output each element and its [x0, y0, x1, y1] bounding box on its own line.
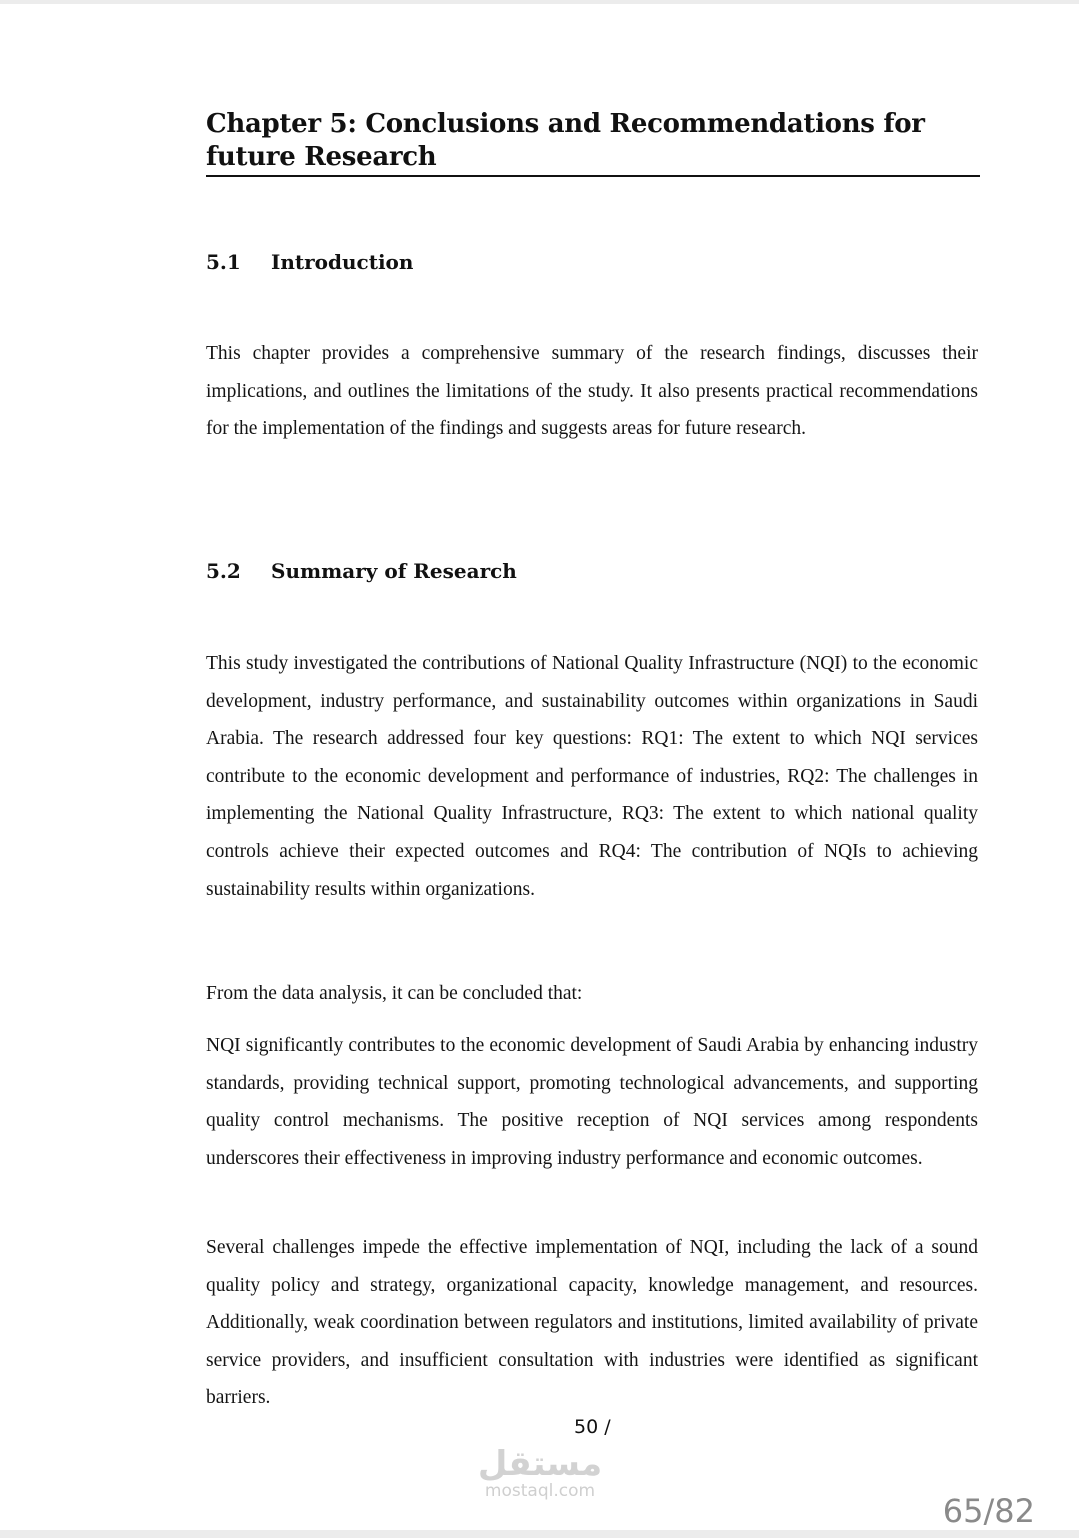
- summary-paragraph-challenges: Several challenges impede the effective implementation of NQI, including the lack of a sound quality policy and strategy, organizational capacity, knowledge management, and resources. Additionally, weak coordination between regulators and institutions, limited availability of private service providers, and insufficient consultation with industries were identified as significant barriers.: [206, 1237, 978, 1408]
- summary-paragraph-nqi-contribution: NQI significantly contributes to the economic development of Saudi Arabia by enhancing industry standards, providing technical support, promoting technological advancements, and supporting quality control mechanisms. The positive reception of NQI services among respondents underscores their effectiveness in improving industry performance and economic outcomes.: [206, 1035, 978, 1169]
- page-number: 50 /: [574, 1416, 611, 1438]
- summary-paragraph-study: This study investigated the contributions of National Quality Infrastructure (NQI) to the economic development, industry performance, and sustainability outcomes within organizations in Saudi Arabia. The research addressed four key questions: RQ1: The extent to which NQI services contribute to the economic development and performance of industries, RQ2: The challenges in implementing the National Quality Infrastructure, RQ3: The extent to which national quality controls achieve their expected outcomes and RQ4: The contribution of NQIs to achieving sustainability results within organizations.: [206, 653, 978, 900]
- section-number: 5.2: [206, 559, 241, 583]
- section-number: 5.1: [206, 250, 241, 274]
- viewer-top-edge: [0, 0, 1079, 4]
- watermark-site: mostaql.com: [484, 1481, 596, 1501]
- section-title: Summary of Research: [271, 559, 517, 583]
- watermark-logo: مستقل: [477, 1444, 603, 1484]
- section-title: Introduction: [271, 250, 414, 274]
- viewer-bottom-edge: [0, 1530, 1079, 1538]
- summary-paragraph-conclusion-lead: From the data analysis, it can be concluded that:: [206, 983, 583, 1004]
- page-counter: 65/82: [942, 1492, 1035, 1530]
- section-heading-summary: [206, 558, 517, 584]
- chapter-title-rule: [206, 175, 980, 177]
- mostaql-watermark: [470, 1446, 610, 1500]
- section-heading-introduction: [206, 249, 413, 275]
- chapter-title: Chapter 5: Conclusions and Recommendations for future Research: [206, 109, 925, 172]
- introduction-paragraph: This chapter provides a comprehensive summary of the research findings, discusses their implications, and outlines the limitations of the study. It also presents practical recommendations for the implementation of the findings and suggests areas for future research.: [206, 343, 978, 439]
